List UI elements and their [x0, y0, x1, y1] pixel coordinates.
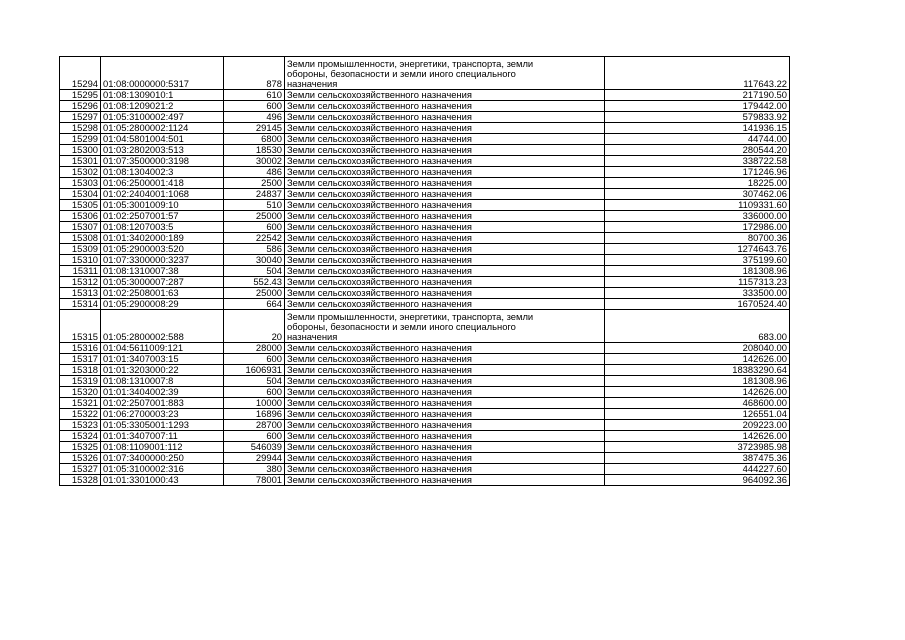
- cadastral-number-cell: 01:08:1209021:2: [101, 101, 224, 112]
- table-row: [60, 266, 790, 277]
- cadastral-value-cell: 171246.96: [605, 167, 790, 178]
- cadastral-number-cell: 01:08:1304002:3: [101, 167, 224, 178]
- row-number-cell: 15319: [60, 376, 101, 387]
- land-category-line: Земли сельскохозяйственного назначения: [287, 232, 472, 243]
- cadastral-value-cell: 579833.92: [605, 112, 790, 123]
- area-cell: 504: [224, 376, 285, 387]
- table-row: [60, 222, 790, 233]
- land-category-line: Земли сельскохозяйственного назначения: [287, 342, 472, 353]
- land-category-cell: [285, 398, 605, 409]
- land-category-cell: [285, 90, 605, 101]
- row-number-cell: 15326: [60, 453, 101, 464]
- area-cell: 30040: [224, 255, 285, 266]
- cadastral-number-cell: 01:02:2404001:1068: [101, 189, 224, 200]
- land-category-line: Земли сельскохозяйственного назначения: [287, 287, 472, 298]
- table-row: [60, 178, 790, 189]
- table-row: [60, 112, 790, 123]
- row-number-cell: 15294: [60, 57, 101, 90]
- cadastral-number-cell: 01:05:2900003:520: [101, 244, 224, 255]
- table-row: [60, 288, 790, 299]
- area-cell: 600: [224, 387, 285, 398]
- row-number-cell: 15300: [60, 145, 101, 156]
- area-cell: 504: [224, 266, 285, 277]
- row-number-cell: 15298: [60, 123, 101, 134]
- land-category-cell: [285, 123, 605, 134]
- row-number-cell: 15308: [60, 233, 101, 244]
- cadastral-number-cell: 01:01:3402000:189: [101, 233, 224, 244]
- land-category-line: Земли сельскохозяйственного назначения: [287, 375, 472, 386]
- cadastral-number-cell: 01:08:1109001:112: [101, 442, 224, 453]
- table-row: [60, 431, 790, 442]
- row-number-cell: 15295: [60, 90, 101, 101]
- area-cell: 664: [224, 299, 285, 310]
- cadastral-number-cell: 01:05:3001009:10: [101, 200, 224, 211]
- cadastral-value-cell: 181308.96: [605, 376, 790, 387]
- land-category-line: Земли сельскохозяйственного назначения: [287, 210, 472, 221]
- land-category-cell: [285, 420, 605, 431]
- row-number-cell: 15321: [60, 398, 101, 409]
- cadastral-number-cell: 01:05:2900008:29: [101, 299, 224, 310]
- land-category-line: Земли сельскохозяйственного назначения: [287, 353, 472, 364]
- area-cell: 24837: [224, 189, 285, 200]
- row-number-cell: 15299: [60, 134, 101, 145]
- cadastral-value-cell: 375199.60: [605, 255, 790, 266]
- row-number-cell: 15297: [60, 112, 101, 123]
- cadastral-value-cell: 179442.00: [605, 101, 790, 112]
- area-cell: 546039: [224, 442, 285, 453]
- row-number-cell: 15303: [60, 178, 101, 189]
- area-cell: 29944: [224, 453, 285, 464]
- row-number-cell: 15325: [60, 442, 101, 453]
- cadastral-number-cell: 01:06:2500001:418: [101, 178, 224, 189]
- land-category-line: Земли сельскохозяйственного назначения: [287, 100, 472, 111]
- table-row: [60, 156, 790, 167]
- table-row: [60, 398, 790, 409]
- table-row: [60, 442, 790, 453]
- land-category-cell: [285, 431, 605, 442]
- area-cell: 600: [224, 101, 285, 112]
- land-category-cell: [285, 442, 605, 453]
- cadastral-value-cell: 142626.00: [605, 387, 790, 398]
- row-number-cell: 15315: [60, 310, 101, 343]
- row-number-cell: 15314: [60, 299, 101, 310]
- area-cell: 6800: [224, 134, 285, 145]
- cadastral-value-cell: 208040.00: [605, 343, 790, 354]
- land-category-line: Земли сельскохозяйственного назначения: [287, 111, 472, 122]
- table-row: [60, 211, 790, 222]
- cadastral-value-cell: 117643.22: [605, 57, 790, 90]
- cadastral-number-cell: 01:02:2507001:883: [101, 398, 224, 409]
- land-category-line: Земли сельскохозяйственного назначения: [287, 166, 472, 177]
- area-cell: 22542: [224, 233, 285, 244]
- row-number-cell: 15302: [60, 167, 101, 178]
- cadastral-value-cell: 217190.50: [605, 90, 790, 101]
- row-number-cell: 15328: [60, 475, 101, 486]
- row-number-cell: 15305: [60, 200, 101, 211]
- area-cell: 16896: [224, 409, 285, 420]
- cadastral-number-cell: 01:08:1207003:5: [101, 222, 224, 233]
- cadastral-value-cell: 44744.00: [605, 134, 790, 145]
- table-row: [60, 134, 790, 145]
- cadastral-number-cell: 01:02:2508001:63: [101, 288, 224, 299]
- area-cell: 878: [224, 57, 285, 90]
- table-row: [60, 189, 790, 200]
- cadastral-value-cell: 181308.96: [605, 266, 790, 277]
- cadastral-number-cell: 01:08:0000000:5317: [101, 57, 224, 90]
- land-category-line: Земли сельскохозяйственного назначения: [287, 89, 472, 100]
- table-row: [60, 464, 790, 475]
- row-number-cell: 15318: [60, 365, 101, 376]
- land-category-line: Земли сельскохозяйственного назначения: [287, 419, 472, 430]
- row-number-cell: 15312: [60, 277, 101, 288]
- cadastral-number-cell: 01:01:3301000:43: [101, 475, 224, 486]
- area-cell: 28000: [224, 343, 285, 354]
- land-category-cell: [285, 475, 605, 486]
- land-category-line: Земли сельскохозяйственного назначения: [287, 122, 472, 133]
- cadastral-number-cell: 01:05:3100002:497: [101, 112, 224, 123]
- area-cell: 78001: [224, 475, 285, 486]
- cadastral-value-cell: 1274643.76: [605, 244, 790, 255]
- table-row: [60, 475, 790, 486]
- cadastral-number-cell: 01:05:3305001:1293: [101, 420, 224, 431]
- land-category-line: Земли сельскохозяйственного назначения: [287, 364, 472, 375]
- cadastral-value-cell: 964092.36: [605, 475, 790, 486]
- row-number-cell: 15310: [60, 255, 101, 266]
- row-number-cell: 15327: [60, 464, 101, 475]
- land-category-cell: [285, 376, 605, 387]
- cadastral-value-cell: 209223.00: [605, 420, 790, 431]
- area-cell: 600: [224, 354, 285, 365]
- area-cell: 18530: [224, 145, 285, 156]
- land-category-cell: [285, 167, 605, 178]
- cadastral-value-cell: 142626.00: [605, 354, 790, 365]
- table-row: [60, 420, 790, 431]
- table-row: [60, 90, 790, 101]
- table-row: [60, 57, 790, 90]
- area-cell: 28700: [224, 420, 285, 431]
- land-category-cell: [285, 222, 605, 233]
- land-category-line: Земли сельскохозяйственного назначения: [287, 199, 472, 210]
- row-number-cell: 15311: [60, 266, 101, 277]
- land-category-line: Земли сельскохозяйственного назначения: [287, 397, 472, 408]
- cadastral-value-cell: 1157313.23: [605, 277, 790, 288]
- land-category-cell: [285, 255, 605, 266]
- cadastral-value-cell: 1670524.40: [605, 299, 790, 310]
- area-cell: 25000: [224, 211, 285, 222]
- cadastral-number-cell: 01:01:3407003:15: [101, 354, 224, 365]
- area-cell: 1606931: [224, 365, 285, 376]
- land-category-line: Земли сельскохозяйственного назначения: [287, 243, 472, 254]
- land-category-cell: [285, 233, 605, 244]
- cadastral-number-cell: 01:08:1310007:38: [101, 266, 224, 277]
- land-category-line: Земли сельскохозяйственного назначения: [287, 177, 472, 188]
- table-body: [60, 57, 790, 486]
- cadastral-value-cell: 333500.00: [605, 288, 790, 299]
- area-cell: 496: [224, 112, 285, 123]
- land-category-line: Земли сельскохозяйственного назначения: [287, 408, 472, 419]
- land-category-line: Земли сельскохозяйственного назначения: [287, 144, 472, 155]
- land-category-cell: [285, 189, 605, 200]
- cadastral-number-cell: 01:03:2802003:513: [101, 145, 224, 156]
- cadastral-value-cell: 336000.00: [605, 211, 790, 222]
- area-cell: 600: [224, 222, 285, 233]
- land-category-cell: [285, 134, 605, 145]
- area-cell: 2500: [224, 178, 285, 189]
- row-number-cell: 15301: [60, 156, 101, 167]
- row-number-cell: 15324: [60, 431, 101, 442]
- area-cell: 610: [224, 90, 285, 101]
- cadastral-value-cell: 338722.58: [605, 156, 790, 167]
- table-row: [60, 123, 790, 134]
- cadastral-value-cell: 307462.06: [605, 189, 790, 200]
- table-row: [60, 244, 790, 255]
- cadastral-number-cell: 01:07:3300000:3237: [101, 255, 224, 266]
- row-number-cell: 15320: [60, 387, 101, 398]
- table-row: [60, 343, 790, 354]
- area-cell: 600: [224, 431, 285, 442]
- land-category-cell: [285, 354, 605, 365]
- cadastral-number-cell: 01:01:3407007:11: [101, 431, 224, 442]
- land-category-cell: [285, 112, 605, 123]
- land-category-line: Земли сельскохозяйственного назначения: [287, 276, 472, 287]
- cadastral-value-cell: 468600.00: [605, 398, 790, 409]
- land-category-line: Земли сельскохозяйственного назначения: [287, 298, 472, 309]
- area-cell: 25000: [224, 288, 285, 299]
- cadastral-value-cell: 142626.00: [605, 431, 790, 442]
- land-category-line: Земли сельскохозяйственного назначения: [287, 441, 472, 452]
- area-cell: 510: [224, 200, 285, 211]
- land-category-cell: [285, 266, 605, 277]
- table-row: [60, 453, 790, 464]
- table-row: [60, 387, 790, 398]
- land-category-line: Земли сельскохозяйственного назначения: [287, 265, 472, 276]
- land-category-line: обороны, безопасности и земли иного специального: [287, 68, 516, 79]
- land-category-line: Земли промышленности, энергетики, транспорта, земли: [287, 58, 534, 69]
- cadastral-number-cell: 01:01:3203000:22: [101, 365, 224, 376]
- cadastral-value-cell: 126551.04: [605, 409, 790, 420]
- table-row: [60, 277, 790, 288]
- land-category-cell: [285, 211, 605, 222]
- land-category-line: Земли сельскохозяйственного назначения: [287, 386, 472, 397]
- area-cell: 486: [224, 167, 285, 178]
- land-category-line: Земли сельскохозяйственного назначения: [287, 188, 472, 199]
- area-cell: 586: [224, 244, 285, 255]
- land-category-cell: [285, 310, 605, 343]
- cadastral-number-cell: 01:07:3500000:3198: [101, 156, 224, 167]
- land-category-cell: [285, 288, 605, 299]
- row-number-cell: 15306: [60, 211, 101, 222]
- cadastral-value-cell: 3723985.98: [605, 442, 790, 453]
- cadastral-number-cell: 01:04:5801004:501: [101, 134, 224, 145]
- cadastral-number-cell: 01:02:2507001:57: [101, 211, 224, 222]
- cadastral-value-cell: 18383290.64: [605, 365, 790, 376]
- cadastral-value-cell: 80700.36: [605, 233, 790, 244]
- row-number-cell: 15304: [60, 189, 101, 200]
- land-category-cell: [285, 409, 605, 420]
- row-number-cell: 15309: [60, 244, 101, 255]
- table-row: [60, 167, 790, 178]
- land-category-line: Земли сельскохозяйственного назначения: [287, 254, 472, 265]
- row-number-cell: 15322: [60, 409, 101, 420]
- row-number-cell: 15313: [60, 288, 101, 299]
- land-category-cell: [285, 365, 605, 376]
- land-category-line: назначения: [287, 331, 338, 342]
- land-category-cell: [285, 343, 605, 354]
- land-category-line: Земли сельскохозяйственного назначения: [287, 474, 472, 485]
- land-plots-table: [59, 56, 790, 486]
- table-row: [60, 233, 790, 244]
- cadastral-number-cell: 01:08:1310007:8: [101, 376, 224, 387]
- land-category-line: обороны, безопасности и земли иного специального: [287, 321, 516, 332]
- land-category-line: Земли сельскохозяйственного назначения: [287, 463, 472, 474]
- table-row: [60, 101, 790, 112]
- land-category-cell: [285, 464, 605, 475]
- land-category-cell: [285, 156, 605, 167]
- cadastral-value-cell: 280544.20: [605, 145, 790, 156]
- cadastral-value-cell: 387475.36: [605, 453, 790, 464]
- cadastral-number-cell: 01:04:5611009:121: [101, 343, 224, 354]
- land-category-cell: [285, 57, 605, 90]
- cadastral-number-cell: 01:08:1309010:1: [101, 90, 224, 101]
- land-category-line: Земли сельскохозяйственного назначения: [287, 452, 472, 463]
- cadastral-number-cell: 01:06:2700003:23: [101, 409, 224, 420]
- land-category-cell: [285, 387, 605, 398]
- cadastral-number-cell: 01:05:3000007:287: [101, 277, 224, 288]
- table-row: [60, 365, 790, 376]
- cadastral-value-cell: 1109331.60: [605, 200, 790, 211]
- land-category-cell: [285, 453, 605, 464]
- cadastral-value-cell: 683.00: [605, 310, 790, 343]
- area-cell: 20: [224, 310, 285, 343]
- land-category-line: Земли промышленности, энергетики, транспорта, земли: [287, 311, 534, 322]
- cadastral-number-cell: 01:01:3404002:39: [101, 387, 224, 398]
- table-row: [60, 299, 790, 310]
- land-category-line: Земли сельскохозяйственного назначения: [287, 221, 472, 232]
- land-category-cell: [285, 200, 605, 211]
- area-cell: 552.43: [224, 277, 285, 288]
- land-category-cell: [285, 277, 605, 288]
- land-category-cell: [285, 299, 605, 310]
- area-cell: 30002: [224, 156, 285, 167]
- cadastral-value-cell: 444227.60: [605, 464, 790, 475]
- row-number-cell: 15317: [60, 354, 101, 365]
- table-row: [60, 354, 790, 365]
- table-row: [60, 376, 790, 387]
- cadastral-value-cell: 18225.00: [605, 178, 790, 189]
- table-row: [60, 255, 790, 266]
- table-row: [60, 310, 790, 343]
- row-number-cell: 15307: [60, 222, 101, 233]
- row-number-cell: 15316: [60, 343, 101, 354]
- table-row: [60, 409, 790, 420]
- land-category-cell: [285, 244, 605, 255]
- cadastral-value-cell: 141936.15: [605, 123, 790, 134]
- area-cell: 29145: [224, 123, 285, 134]
- cadastral-number-cell: 01:05:2800002:588: [101, 310, 224, 343]
- land-category-cell: [285, 101, 605, 112]
- area-cell: 10000: [224, 398, 285, 409]
- land-category-cell: [285, 145, 605, 156]
- land-category-line: Земли сельскохозяйственного назначения: [287, 155, 472, 166]
- table-row: [60, 145, 790, 156]
- row-number-cell: 15323: [60, 420, 101, 431]
- cadastral-value-cell: 172986.00: [605, 222, 790, 233]
- land-category-line: Земли сельскохозяйственного назначения: [287, 133, 472, 144]
- cadastral-number-cell: 01:05:2800002:1124: [101, 123, 224, 134]
- cadastral-number-cell: 01:05:3100002:316: [101, 464, 224, 475]
- cadastral-number-cell: 01:07:3400000:250: [101, 453, 224, 464]
- table-row: [60, 200, 790, 211]
- area-cell: 380: [224, 464, 285, 475]
- land-category-cell: [285, 178, 605, 189]
- land-category-line: Земли сельскохозяйственного назначения: [287, 430, 472, 441]
- land-category-line: назначения: [287, 78, 338, 89]
- row-number-cell: 15296: [60, 101, 101, 112]
